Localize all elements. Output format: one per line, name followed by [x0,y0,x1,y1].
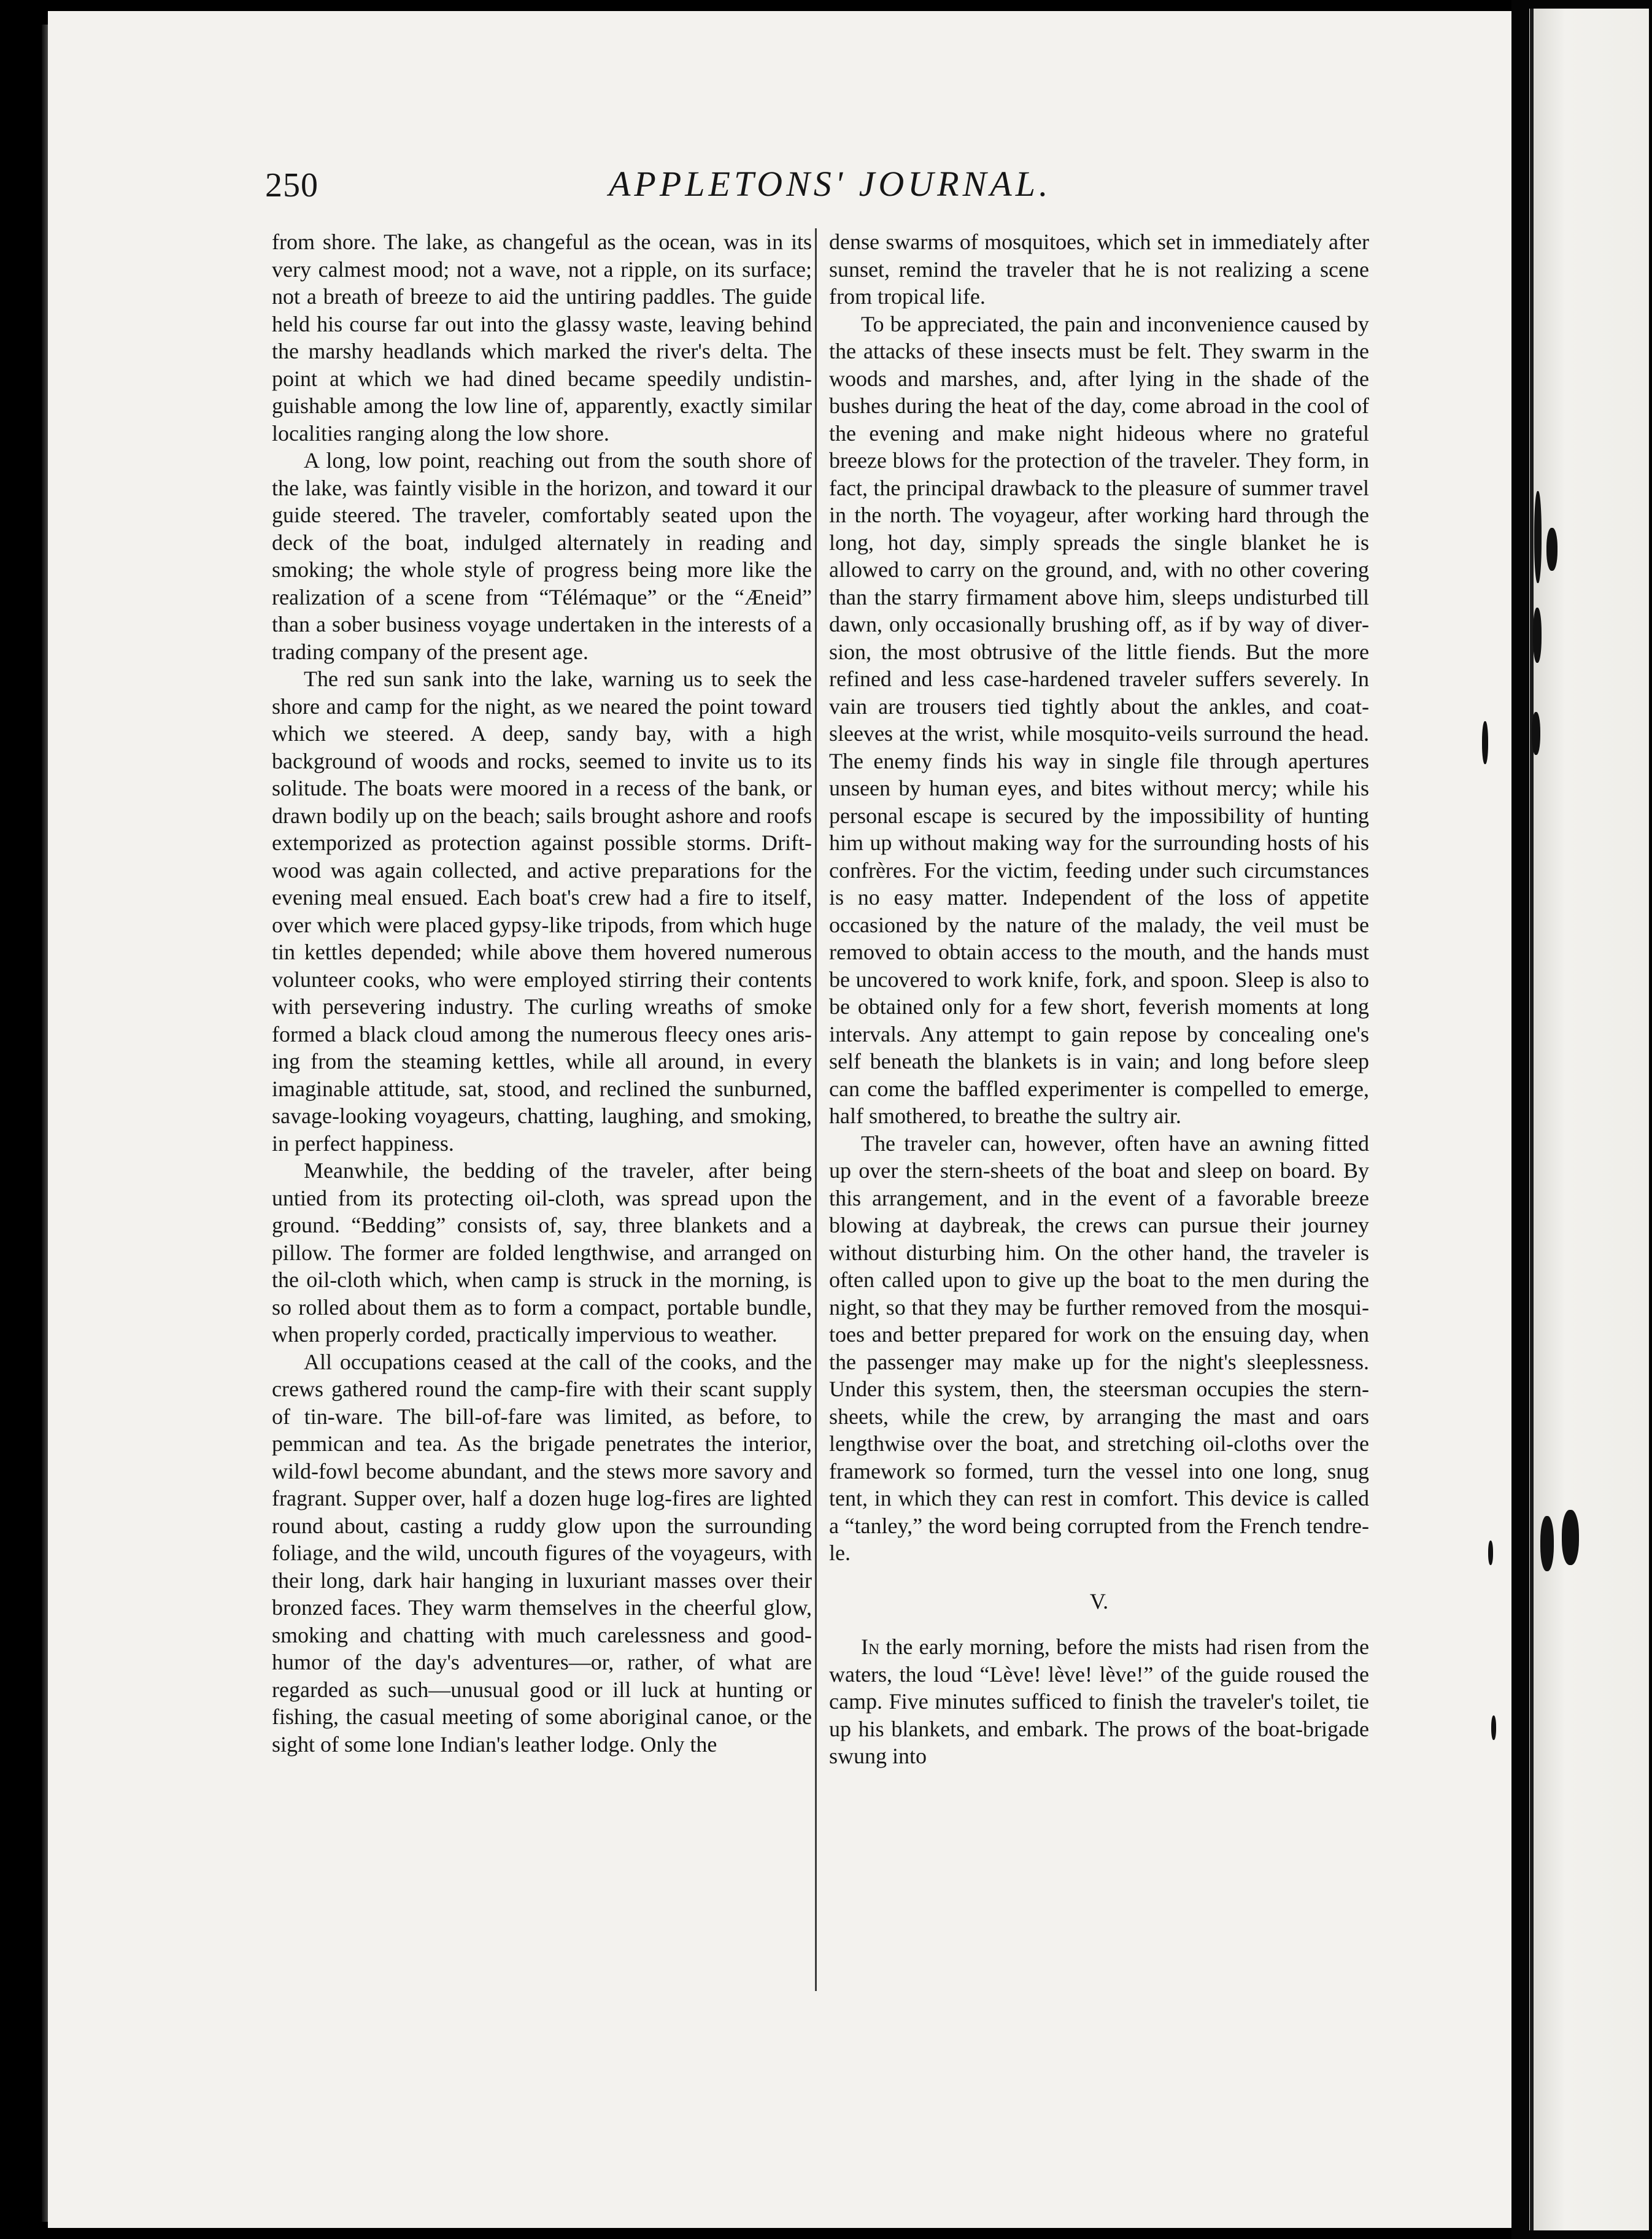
section-first-word: In [861,1634,880,1659]
paragraph: from shore. The lake, as changeful as the ocean, was in its very calmest mood; not a wave, not a ripple, on its surface; not a breath of breeze to aid the untiring paddles. The guide held his course far out into the glassy waste, leaving behind the marshy headlands which marked the river's delta. The point at which we had dined became speedily undistinguishable among the low line of, apparently, exactly similar localities ranging along the low shore. [272,230,812,446]
paragraph: To be appreciated, the pain and inconvenience caused by the attacks of these insects must be felt. They swarm in the woods and marshes, and, after lying in the shade of the bushes during the heat of the day, come abroad in the cool of the evening and make night hideous where no grateful breeze blows for the protection of the traveler. They form, in fact, the principal drawback to the pleasure of summer travel in the north. The voyageur, after working hard through the long, hot day, simply spreads the single blanket he is allowed to carry on the ground, and, with no other covering than the starry firmament above him, sleeps undisturbed till dawn, only occasionally brushing off, as if by way of diversion, the most obtrusive of the little fiends. But the more refined and less case-hardened traveler suffers severely. In vain are trousers tied tightly about the ankles, and coat-sleeves at the wrist, while mosquito-veils surround the head. The enemy finds his way in single file through apertures unseen by human eyes, and bites without mercy; while his personal escape is secured by the impossibility of hunting him up without making way for the surrounding hosts of his confrères. For the victim, feeding under such circumstances is no easy matter. Independent of the loss of appetite occasioned by the nature of the malady, the veil must be removed to obtain access to the mouth, and the hands must be uncovered to work knife, fork, and spoon. Sleep is also to be obtained only for a few short, feverish moments at long intervals. Any attempt to gain repose by concealing one's self beneath the blankets is in vain; and long before sleep can come the baffled experimenter is compelled to emerge, half smothered, to breathe the sultry air. [829,311,1369,1128]
page-number: 250 [265,166,318,204]
paragraph: Meanwhile, the bedding of the traveler, after being untied from its protecting oil-cloth, was spread upon the ground. “Bedding” consists of, say, three blankets and a pillow. The former are folded lengthwise, and arranged on the oil-cloth which, when camp is struck in the morning, is so rolled about them as to form a compact, portable bundle, when properly corded, practically impervious to weather. [272,1158,812,1347]
paragraph [829,1633,1369,1770]
binding-mark [1491,1715,1496,1740]
binding-mark [1546,528,1557,571]
column-divider [815,228,817,1991]
paragraph: All occupations ceased at the call of the cooks, and the crews gathered round the camp-fire with their scant supply of tin-ware. The bill-of-fare was limited, as before, to pemmican and tea. As the brigade penetrates the interior, wild-fowl become abundant, and the stews more savory and fragrant. Supper over, half a dozen huge log-fires are lighted round about, casting a ruddy glow upon the surrounding foliage, and the wild, uncouth figures of the voyageurs, with their long, dark hair hanging in luxuriant masses over their bronzed faces. They warm themselves in the cheerful glow, smoking and chatting with much carelessness and good-humor of the day's adventures—or, rather, of what are regarded as such—unusual good or ill luck at hunting or fishing, the casual meeting of some aboriginal canoe, or the sight of some lone Indian's leather lodge. Only the [272,1349,812,1757]
paragraph: A long, low point, reaching out from the south shore of the lake, was faintly visible in the horizon, and toward it our guide steered. The traveler, comfortably seated upon the deck of the boat, indulged alternately in reading and smoking; the whole style of progress being more like the realization of a scene from “Télémaque” or the “Æneid” than a sober business voyage undertaken in the interests of a trading company of the present age. [272,448,812,664]
paragraph: The red sun sank into the lake, warning us to seek the shore and camp for the night, as we neared the point toward which we steered. A deep, sandy bay, with a high background of woods and rocks, seemed to invite us to its solitude. The boats were moored in a recess of the bank, or drawn bodily up on the beach; sails brought ashore and roofs extemporized as protection against possible storms. Driftwood was again collected, and active preparations for the evening meal ensued. Each boat's crew had a fire to itself, over which were placed gypsy-like tripods, from which huge tin kettles depended; while above them hovered numerous volunteer cooks, who were employed stirring their contents with persevering industry. The curling wreaths of smoke formed a black cloud among the numerous fleecy ones arising from the steaming kettles, while all around, in every imaginable attitude, sat, stood, and reclined the sunburned, savage-looking voyageurs, chatting, laughing, and smoking, in perfect happiness. [272,667,812,1156]
binding-mark [1533,608,1542,663]
adjacent-page-strip [1529,9,1649,2230]
binding-mark [1534,491,1542,583]
paragraph: dense swarms of mosquitoes, which set in immediately after sunset, remind the traveler that he is not realizing a scene from tropical life. [829,230,1369,309]
left-column [272,228,812,1758]
section-heading: V. [1089,1588,1109,1614]
section-paragraph-text: the early morning, before the mists had risen from the waters, the loud “Lève! lève! lève!” of the guide roused the camp. Five minutes sufficed to finish the traveler's toilet, tie up his blankets, and embark. The prows of the boat-brigade swung into [829,1634,1369,1768]
binding-edge [1530,9,1534,2230]
paragraph: The traveler can, however, often have an awning fitted up over the stern-sheets of the boat and sleep on board. By this arrangement, and in the event of a favorable breeze blowing at daybreak, the crews can pursue their journey without disturbing him. On the other hand, the traveler is often called upon to give up the boat to the men during the night, so that they may be further removed from the mosquitoes and better prepared for work on the ensuing day, when the passenger may make up for the night's sleeplessness. Under this system, then, the steersman occupies the stern-sheets, while the crew, by arranging the mast and oars lengthwise over the boat, and stretching oil-cloths over the framework so formed, turn the vessel into one long, snug tent, in which they can rest in comfort. This device is called a “tanley,” the word being corrupted from the French tendre-le. [829,1131,1369,1565]
binding-mark [1532,712,1540,755]
binding-mark [1562,1510,1579,1565]
binding-mark [1488,1541,1493,1565]
page-header [265,166,1370,209]
running-title: APPLETONS' JOURNAL. [609,164,1052,204]
binding-mark [1540,1516,1554,1571]
right-column [829,228,1369,1770]
binding-mark [1482,721,1488,764]
